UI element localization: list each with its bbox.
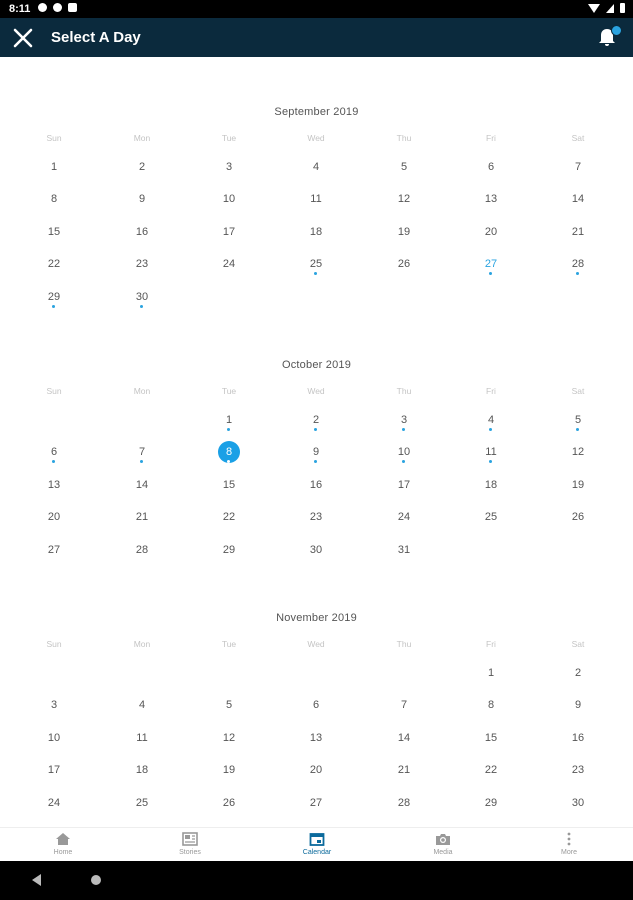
- calendar-day[interactable]: [563, 511, 593, 523]
- weekday-label: Thu: [396, 639, 412, 649]
- event-dot: [576, 428, 579, 431]
- calendar-day[interactable]: [301, 544, 331, 556]
- day-number: 5: [400, 161, 408, 173]
- calendar-day[interactable]: [301, 226, 331, 238]
- day-number: 21: [571, 226, 585, 238]
- day-number: 24: [222, 258, 236, 270]
- weekday-label: Mon: [133, 133, 151, 143]
- weekday-label: Mon: [133, 386, 151, 396]
- calendar-day[interactable]: [127, 764, 157, 776]
- month-title: November 2019: [276, 612, 357, 624]
- calendar-day[interactable]: [127, 226, 157, 238]
- weekday-label: Tue: [221, 133, 237, 143]
- nav-label: Stories: [179, 849, 201, 856]
- day-number: 12: [571, 446, 585, 458]
- day-number: 8: [50, 193, 58, 205]
- nav-label: Home: [53, 849, 73, 856]
- day-number: 16: [571, 732, 585, 744]
- event-dot: [576, 272, 579, 275]
- calendar-day[interactable]: [476, 764, 506, 776]
- month-title: September 2019: [274, 106, 359, 118]
- calendar-day[interactable]: [563, 226, 593, 238]
- calendar-day[interactable]: [476, 446, 506, 458]
- weekday-label: Tue: [221, 639, 237, 649]
- calendar-day[interactable]: [563, 479, 593, 491]
- system-navigation-bar: [0, 861, 633, 900]
- status-bar: [0, 0, 633, 18]
- day-number: 27: [484, 258, 498, 270]
- calendar-day[interactable]: [214, 258, 244, 270]
- calendar-day[interactable]: [301, 258, 331, 270]
- day-number: 18: [484, 479, 498, 491]
- day-number: 19: [397, 226, 411, 238]
- home-system-button[interactable]: [91, 875, 101, 885]
- close-button[interactable]: [9, 24, 37, 52]
- day-number: 8: [487, 699, 495, 711]
- day-number: 2: [574, 667, 582, 679]
- weekday-label: Thu: [396, 386, 412, 396]
- day-number: 16: [309, 479, 323, 491]
- weekday-label: Fri: [486, 386, 496, 396]
- calendar-day[interactable]: [127, 511, 157, 523]
- day-number: 10: [397, 446, 411, 458]
- day-number: 17: [397, 479, 411, 491]
- calendar-icon: [277, 832, 357, 846]
- day-number: 26: [397, 258, 411, 270]
- app-bar: [0, 18, 633, 57]
- day-number: 11: [310, 193, 322, 205]
- day-number: 5: [225, 699, 233, 711]
- status-time: 8:11: [9, 3, 31, 15]
- day-number: 27: [309, 797, 323, 809]
- nav-home[interactable]: [23, 832, 103, 856]
- event-dot: [314, 428, 317, 431]
- close-icon: [9, 24, 37, 52]
- day-number: 28: [397, 797, 411, 809]
- app-status-icon: [53, 3, 62, 12]
- day-number: 20: [309, 764, 323, 776]
- calendar-day[interactable]: [563, 161, 593, 173]
- calendar-day[interactable]: [476, 511, 506, 523]
- day-number: 2: [312, 414, 320, 426]
- calendar-day[interactable]: [214, 699, 244, 711]
- day-number: 19: [571, 479, 585, 491]
- calendar-day[interactable]: [301, 511, 331, 523]
- day-number: 20: [484, 226, 498, 238]
- page-title: Select A Day: [51, 29, 141, 46]
- day-number: 25: [309, 258, 323, 270]
- bottom-navigation: [0, 827, 633, 862]
- day-number: 27: [47, 544, 61, 556]
- day-number: 22: [222, 511, 236, 523]
- day-number: 16: [135, 226, 149, 238]
- calendar-day[interactable]: [214, 732, 244, 744]
- weekday-label: Sun: [46, 639, 62, 649]
- day-number: 23: [135, 258, 149, 270]
- nav-stories[interactable]: [150, 832, 230, 856]
- day-number: 2: [138, 161, 146, 173]
- wifi-icon: [588, 4, 600, 13]
- status-notification-icons: [38, 3, 77, 12]
- event-dot: [227, 460, 230, 463]
- calendar-day[interactable]: [39, 291, 69, 303]
- day-number: 11: [485, 446, 497, 458]
- day-number: 30: [135, 291, 149, 303]
- calendar-day[interactable]: [389, 732, 419, 744]
- calendar-day[interactable]: [214, 446, 244, 458]
- calendar-day[interactable]: [301, 699, 331, 711]
- calendar-day[interactable]: [563, 258, 593, 270]
- calendar-list[interactable]: [0, 57, 633, 827]
- back-button[interactable]: [32, 874, 41, 886]
- calendar-day[interactable]: [563, 764, 593, 776]
- calendar-day[interactable]: [214, 161, 244, 173]
- day-number: 13: [484, 193, 498, 205]
- calendar-day[interactable]: [214, 193, 244, 205]
- event-dot: [489, 428, 492, 431]
- calendar-day[interactable]: [389, 797, 419, 809]
- weekday-label: Wed: [307, 639, 325, 649]
- calendar-day[interactable]: [127, 446, 157, 458]
- calendar-day[interactable]: [39, 193, 69, 205]
- calendar-day[interactable]: [214, 544, 244, 556]
- event-dot: [489, 272, 492, 275]
- day-number: 7: [400, 699, 408, 711]
- calendar-day[interactable]: [214, 414, 244, 426]
- calendar-day[interactable]: [301, 797, 331, 809]
- weekday-label: Sun: [46, 386, 62, 396]
- event-dot: [489, 460, 492, 463]
- day-number: 1: [225, 414, 233, 426]
- day-number: 10: [222, 193, 236, 205]
- weekday-label: Sat: [571, 386, 585, 396]
- signal-icon: [606, 4, 614, 13]
- day-number: 4: [138, 699, 146, 711]
- day-number: 13: [47, 479, 61, 491]
- nav-label: Media: [433, 849, 453, 856]
- calendar-day[interactable]: [563, 446, 593, 458]
- event-dot: [140, 460, 143, 463]
- calendar-day[interactable]: [563, 667, 593, 679]
- day-number: 21: [397, 764, 411, 776]
- day-number: 7: [138, 446, 146, 458]
- event-dot: [52, 460, 55, 463]
- calendar-day[interactable]: [301, 161, 331, 173]
- calendar-day[interactable]: [389, 226, 419, 238]
- event-dot: [314, 460, 317, 463]
- calendar-day[interactable]: [301, 446, 331, 458]
- day-number: 25: [135, 797, 149, 809]
- calendar-day[interactable]: [563, 414, 593, 426]
- day-number: 24: [47, 797, 61, 809]
- calendar-day[interactable]: [127, 699, 157, 711]
- more-icon: [529, 832, 609, 846]
- event-dot: [227, 428, 230, 431]
- day-number: 12: [397, 193, 411, 205]
- day-number: 30: [571, 797, 585, 809]
- day-number: 21: [135, 511, 149, 523]
- calendar-day[interactable]: [214, 479, 244, 491]
- calendar-day[interactable]: [301, 479, 331, 491]
- day-number: 20: [47, 511, 61, 523]
- calendar-day[interactable]: [127, 161, 157, 173]
- calendar-day[interactable]: [476, 699, 506, 711]
- weekday-label: Sun: [46, 133, 62, 143]
- calendar-day[interactable]: [389, 511, 419, 523]
- calendar-day[interactable]: [127, 291, 157, 303]
- nav-label: Calendar: [302, 849, 332, 856]
- notification-badge: [611, 25, 622, 36]
- day-number: 29: [47, 291, 61, 303]
- day-number: 15: [484, 732, 498, 744]
- nav-media[interactable]: [403, 832, 483, 856]
- nav-more[interactable]: [529, 832, 609, 856]
- calendar-day[interactable]: [39, 258, 69, 270]
- weekday-label: Wed: [307, 386, 325, 396]
- calendar-day[interactable]: [39, 764, 69, 776]
- day-number: 17: [222, 226, 236, 238]
- day-number: 22: [47, 258, 61, 270]
- calendar-day[interactable]: [563, 732, 593, 744]
- calendar-day[interactable]: [39, 732, 69, 744]
- day-number: 15: [47, 226, 61, 238]
- calendar-day[interactable]: [389, 446, 419, 458]
- calendar-day[interactable]: [127, 479, 157, 491]
- day-number: 9: [138, 193, 146, 205]
- day-number: 28: [135, 544, 149, 556]
- day-number: 26: [571, 511, 585, 523]
- calendar-day[interactable]: [476, 479, 506, 491]
- calendar-day[interactable]: [301, 193, 331, 205]
- day-number: 28: [571, 258, 585, 270]
- day-number: 29: [484, 797, 498, 809]
- calendar-day[interactable]: [39, 446, 69, 458]
- calendar-day[interactable]: [476, 226, 506, 238]
- calendar-day[interactable]: [39, 511, 69, 523]
- day-number: 3: [400, 414, 408, 426]
- calendar-day[interactable]: [301, 764, 331, 776]
- day-number: 19: [222, 764, 236, 776]
- settings-status-icon: [38, 3, 47, 12]
- month-title: October 2019: [281, 359, 352, 371]
- day-number: 6: [50, 446, 58, 458]
- day-number: 29: [222, 544, 236, 556]
- day-number: 6: [312, 699, 320, 711]
- day-number: 18: [309, 226, 323, 238]
- calendar-day[interactable]: [301, 414, 331, 426]
- calendar-day[interactable]: [563, 193, 593, 205]
- weekday-label: Fri: [486, 133, 496, 143]
- day-number: 22: [484, 764, 498, 776]
- battery-icon: [620, 3, 625, 13]
- calendar-day[interactable]: [389, 193, 419, 205]
- calendar-day[interactable]: [127, 258, 157, 270]
- day-number: 3: [225, 161, 233, 173]
- day-number: 3: [50, 699, 58, 711]
- day-number: 8: [225, 446, 233, 458]
- weekday-label: Fri: [486, 639, 496, 649]
- day-number: 10: [47, 732, 61, 744]
- notifications-button[interactable]: [593, 24, 621, 52]
- stories-icon: [150, 832, 230, 846]
- calendar-day[interactable]: [389, 258, 419, 270]
- weekday-label: Wed: [307, 133, 325, 143]
- day-number: 7: [574, 161, 582, 173]
- calendar-day[interactable]: [214, 511, 244, 523]
- day-number: 15: [222, 479, 236, 491]
- weekday-label: Tue: [221, 386, 237, 396]
- calendar-day[interactable]: [39, 699, 69, 711]
- day-number: 30: [309, 544, 323, 556]
- calendar-day[interactable]: [389, 764, 419, 776]
- calendar-day[interactable]: [389, 161, 419, 173]
- calendar-day[interactable]: [476, 797, 506, 809]
- calendar-day[interactable]: [214, 797, 244, 809]
- day-number: 17: [47, 764, 61, 776]
- calendar-day[interactable]: [127, 732, 157, 744]
- camera-icon: [403, 832, 483, 846]
- day-number: 9: [312, 446, 320, 458]
- calendar-day[interactable]: [39, 161, 69, 173]
- day-number: 24: [397, 511, 411, 523]
- day-number: 14: [135, 479, 149, 491]
- day-number: 1: [50, 161, 58, 173]
- day-number: 5: [574, 414, 582, 426]
- weekday-label: Sat: [571, 639, 585, 649]
- calendar-day[interactable]: [214, 226, 244, 238]
- calendar-day[interactable]: [476, 161, 506, 173]
- day-number: 31: [397, 544, 411, 556]
- calendar-day[interactable]: [389, 414, 419, 426]
- calendar-day[interactable]: [563, 797, 593, 809]
- day-number: 14: [571, 193, 585, 205]
- calendar-day[interactable]: [39, 797, 69, 809]
- weekday-label: Sat: [571, 133, 585, 143]
- event-dot: [402, 428, 405, 431]
- calendar-day[interactable]: [389, 479, 419, 491]
- calendar-day[interactable]: [563, 699, 593, 711]
- calendar-day[interactable]: [127, 193, 157, 205]
- day-number: 14: [397, 732, 411, 744]
- status-system-icons: [588, 3, 625, 13]
- day-number: 11: [136, 732, 148, 744]
- day-number: 13: [309, 732, 323, 744]
- calendar-day[interactable]: [389, 699, 419, 711]
- day-number: 1: [487, 667, 495, 679]
- calendar-day[interactable]: [476, 193, 506, 205]
- calendar-day[interactable]: [39, 544, 69, 556]
- day-number: 23: [309, 511, 323, 523]
- day-number: 23: [571, 764, 585, 776]
- calendar-day[interactable]: [476, 258, 506, 270]
- day-number: 25: [484, 511, 498, 523]
- event-dot: [140, 305, 143, 308]
- day-number: 9: [574, 699, 582, 711]
- day-number: 6: [487, 161, 495, 173]
- calendar-day[interactable]: [389, 544, 419, 556]
- nav-label: More: [561, 849, 577, 856]
- calendar-day[interactable]: [214, 764, 244, 776]
- calendar-day[interactable]: [476, 414, 506, 426]
- calendar-day[interactable]: [39, 226, 69, 238]
- calendar-day[interactable]: [127, 544, 157, 556]
- calendar-day[interactable]: [476, 667, 506, 679]
- calendar-day[interactable]: [301, 732, 331, 744]
- calendar-day[interactable]: [39, 479, 69, 491]
- event-dot: [314, 272, 317, 275]
- event-dot: [402, 460, 405, 463]
- nav-calendar[interactable]: [277, 832, 357, 856]
- weekday-label: Thu: [396, 133, 412, 143]
- day-number: 12: [222, 732, 236, 744]
- home-icon: [23, 832, 103, 846]
- day-number: 4: [312, 161, 320, 173]
- day-number: 4: [487, 414, 495, 426]
- event-dot: [52, 305, 55, 308]
- sd-card-status-icon: [68, 3, 77, 12]
- calendar-day[interactable]: [127, 797, 157, 809]
- day-number: 18: [135, 764, 149, 776]
- calendar-day[interactable]: [476, 732, 506, 744]
- weekday-label: Mon: [133, 639, 151, 649]
- day-number: 26: [222, 797, 236, 809]
